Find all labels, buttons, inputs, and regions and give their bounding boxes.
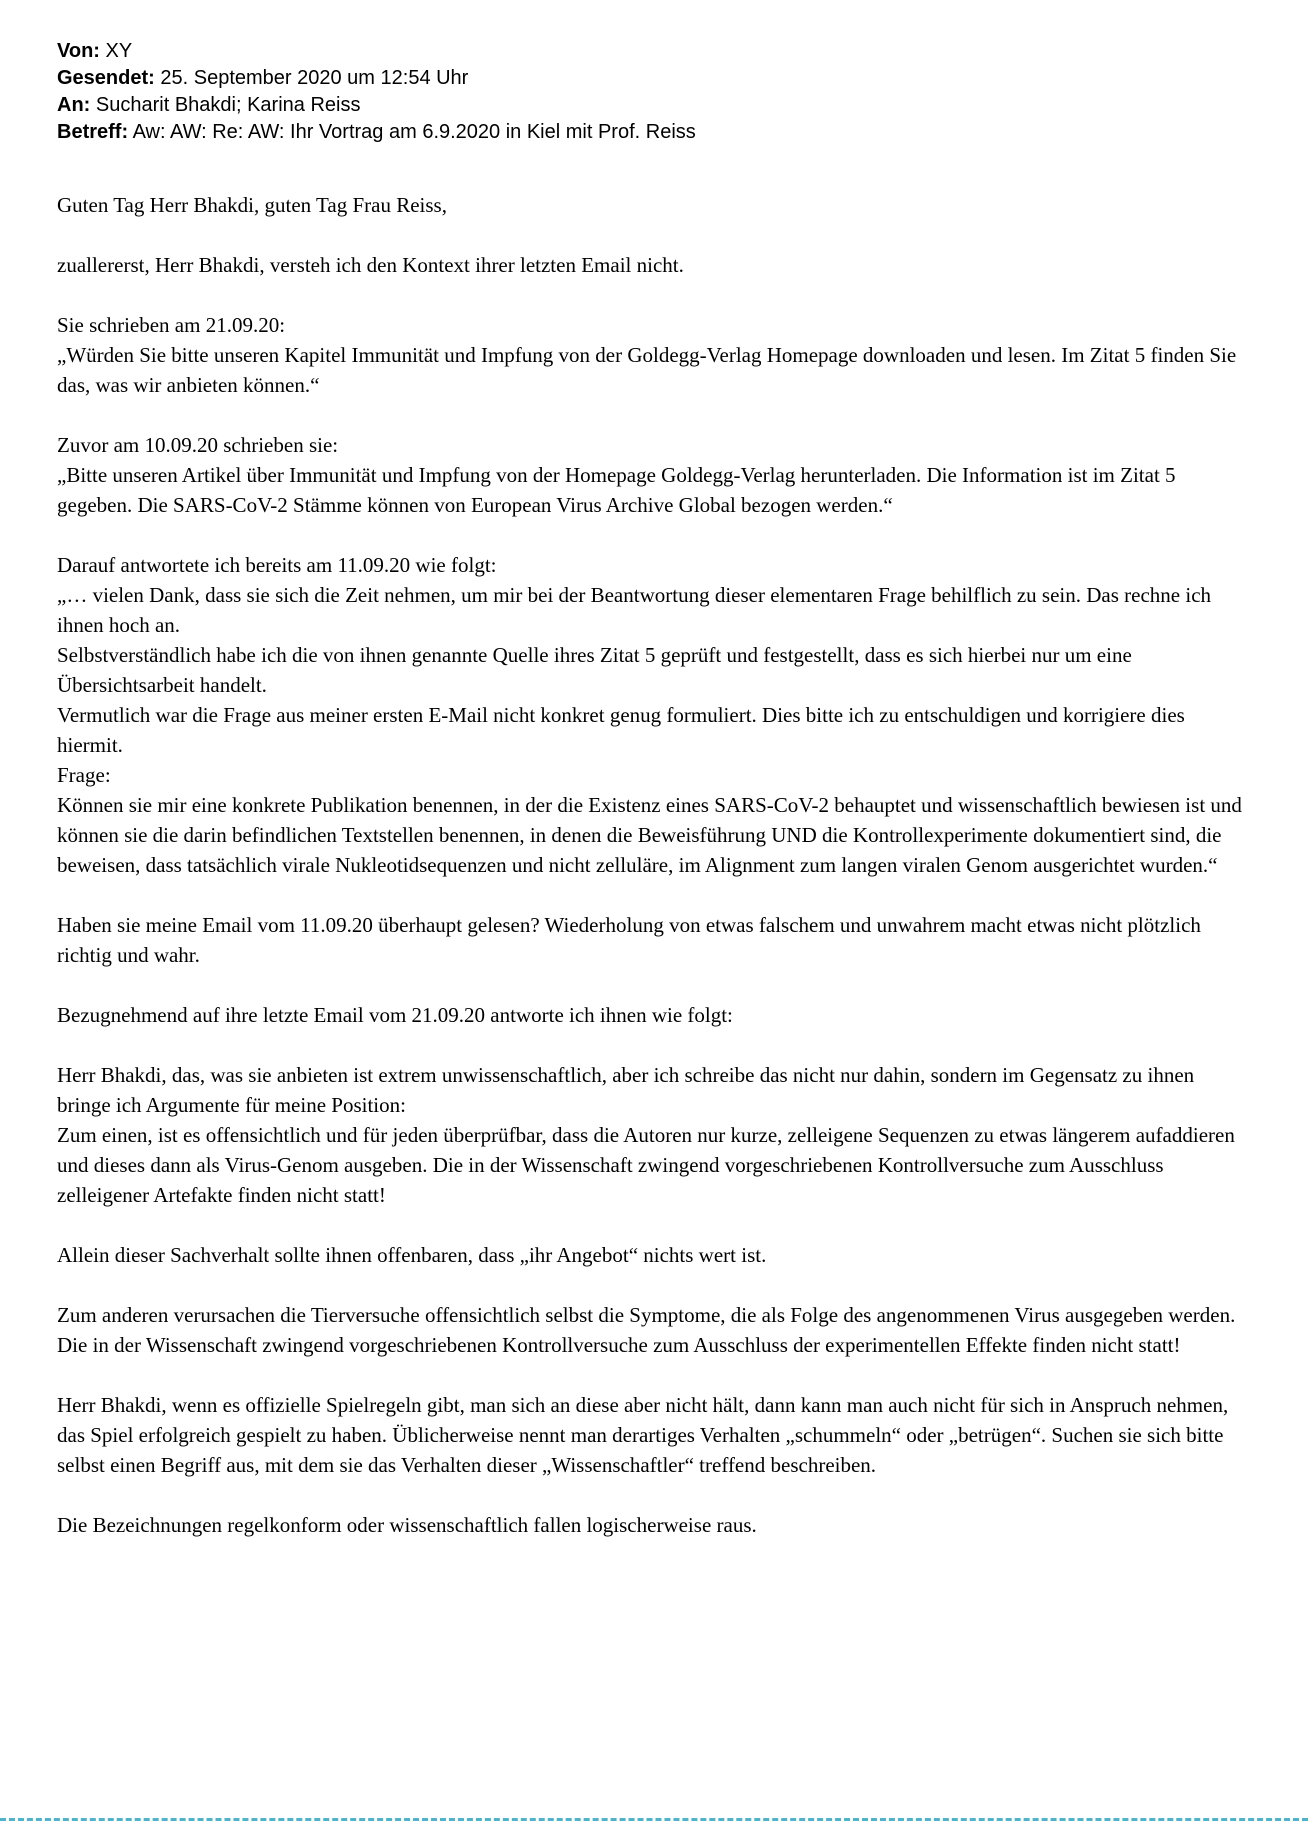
from-label: Von: [57,40,100,62]
header-from-row [57,38,1250,65]
header-to-row [57,92,1250,119]
sent-label: Gesendet: [57,67,155,89]
email-body [57,190,1250,1540]
body-paragraph: zuallererst, Herr Bhakdi, versteh ich den Kontext ihrer letzten Email nicht. [57,253,684,277]
body-paragraph: Darauf antwortete ich bereits am 11.09.20 wie folgt: „… vielen Dank, dass sie sich die Zeit nehmen, um mir bei der Beantwortung dieser elementaren Frage behilflich zu sein. Das rechne ich ihnen hoch an. Selbstverständlich habe ich die von ihnen genannte Quelle ihres Zitat 5 geprüft und festgestellt, dass es sich hierbei nur um eine Übersichtsarbeit handelt. Vermutlich war die Frage aus meiner ersten E-Mail nicht konkret genug formuliert. Dies bitte ich zu entschuldigen und korrigiere dies hiermit. Frage: Können sie mir eine konkrete Publikation benennen, in der die Existenz eines SARS-CoV-2 behauptet und wissenschaftlich bewiesen ist und können sie die darin befindlichen Textstellen benennen, in denen die Beweisführung UND die Kontrollexperimente dokumentiert sind, die beweisen, dass tatsächlich virale Nukleotidsequenzen und nicht zelluläre, im Alignment zum langen viralen Genom ausgerichtet wurden.“ [57,553,1242,877]
email-header [57,38,1250,146]
body-paragraph: Herr Bhakdi, wenn es offizielle Spielregeln gibt, man sich an diese aber nicht hält, dann kann man auch nicht für sich in Anspruch nehmen, das Spiel erfolgreich gespielt zu haben. Üblicherweise nennt man derartiges Verhalten „schummeln“ oder „betrügen“. Suchen sie sich bitte selbst einen Begriff aus, mit dem sie das Verhalten dieser „Wissenschaftler“ treffend beschreiben. [57,1393,1229,1477]
subject-value: Aw: AW: Re: AW: Ihr Vortrag am 6.9.2020 in Kiel mit Prof. Reiss [132,121,696,143]
body-paragraph: Allein dieser Sachverhalt sollte ihnen offenbaren, dass „ihr Angebot“ nichts wert ist. [57,1243,767,1267]
body-paragraph: Guten Tag Herr Bhakdi, guten Tag Frau Reiss, [57,193,447,217]
body-paragraph: Haben sie meine Email vom 11.09.20 überhaupt gelesen? Wiederholung von etwas falschem und unwahrem macht etwas nicht plötzlich richtig und wahr. [57,913,1201,967]
from-value: XY [105,40,133,62]
subject-label: Betreff: [57,121,129,143]
header-sent-row [57,65,1250,92]
header-subject-row [57,119,1250,146]
body-paragraph: Zum anderen verursachen die Tierversuche offensichtlich selbst die Symptome, die als Folge des angenommenen Virus ausgegeben werden. Die in der Wissenschaft zwingend vorgeschriebenen Kontrollversuche zum Ausschluss der experimentellen Effekte finden nicht statt! [57,1303,1236,1357]
body-paragraph: Herr Bhakdi, das, was sie anbieten ist extrem unwissenschaftlich, aber ich schreibe das nicht nur dahin, sondern im Gegensatz zu ihnen bringe ich Argumente für meine Position: Zum einen, ist es offensichtlich und für jeden überprüfbar, dass die Autoren nur kurze, zelleigene Sequenzen zu etwas längerem aufaddieren und dieses dann als Virus-Genom ausgeben. Die in der Wissenschaft zwingend vorgeschriebenen Kontrollversuche zum Ausschluss zelleigener Artefakte finden nicht statt! [57,1063,1235,1207]
body-paragraph: Die Bezeichnungen regelkonform oder wissenschaftlich fallen logischerweise raus. [57,1513,757,1537]
to-value: Sucharit Bhakdi; Karina Reiss [95,94,361,116]
sent-value: 25. September 2020 um 12:54 Uhr [160,67,469,89]
body-paragraph: Sie schrieben am 21.09.20: „Würden Sie bitte unseren Kapitel Immunität und Impfung von der Goldegg-Verlag Homepage downloaden und lesen. Im Zitat 5 finden Sie das, was wir anbieten können.“ [57,313,1237,397]
page-break-divider [0,1818,1308,1821]
body-paragraph: Bezugnehmend auf ihre letzte Email vom 21.09.20 antworte ich ihnen wie folgt: [57,1003,733,1027]
to-label: An: [57,94,91,116]
body-paragraph: Zuvor am 10.09.20 schrieben sie: „Bitte unseren Artikel über Immunität und Impfung von der Homepage Goldegg-Verlag herunterladen. Die Information ist im Zitat 5 gegeben. Die SARS-CoV-2 Stämme können von European Virus Archive Global bezogen werden.“ [57,433,1176,517]
